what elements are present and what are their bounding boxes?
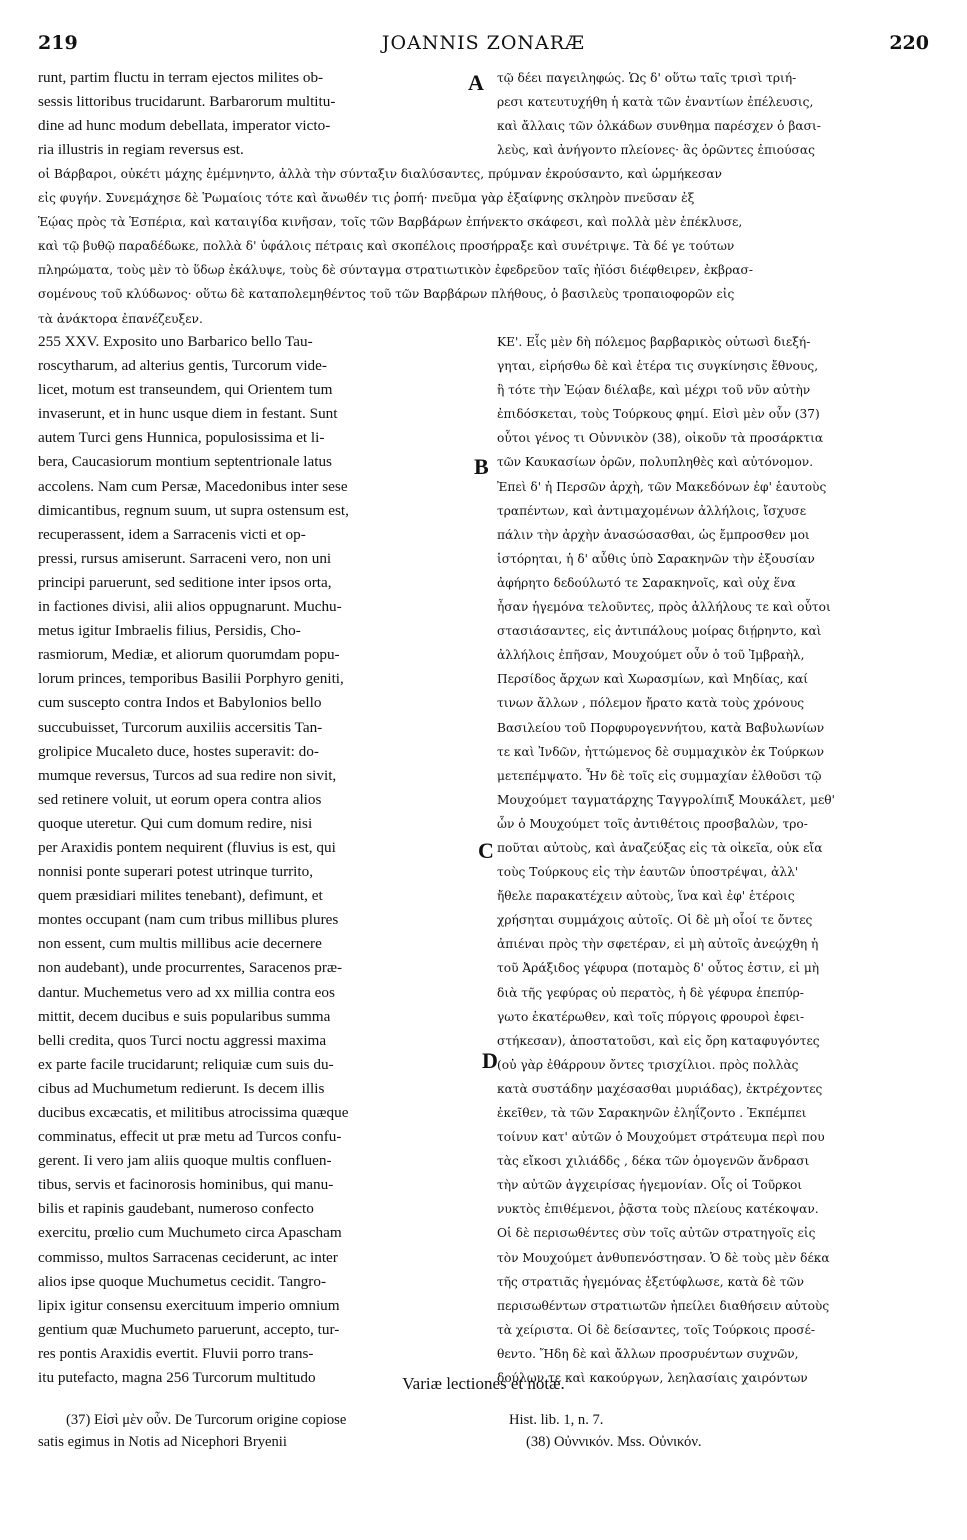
greek-text-line: τοὺς Τούρκους εἰς τὴν ἑαυτῶν ὑποστρέψαι, ἀλλ' — [497, 865, 799, 880]
latin-main-column — [38, 330, 466, 1390]
greek-text-line: ἀλλήλοις ἐπῆσαν, Μουχούμετ οὖν ὁ τοῦ Ἰμβραὴλ, — [497, 648, 805, 663]
latin-text-line: non essent, cum multis millibus acie decernere — [38, 935, 322, 953]
note-37-line-1: (37) Εἰσὶ μὲν οὖν. De Turcorum origine copiose — [66, 1412, 347, 1428]
margin-letter-c: C — [478, 838, 494, 863]
latin-text-line: non audebant), unde procurrentes, Saracenos præ- — [38, 959, 343, 977]
margin-letter-a: A — [468, 70, 484, 95]
latin-text-line: belli credita, quos Turci noctu aggressi maxima — [38, 1031, 327, 1049]
note-37-line-3: Hist. lib. 1, n. 7. — [509, 1412, 604, 1428]
greek-text-line: ἦσαν ἡγεμόνα τελοῦντες, πρὸς ἀλλήλους τε καὶ οὗτοι — [497, 600, 831, 615]
greek-text-line: τῆς στρατιᾶς ἡγεμόνας ἐξετύφλωσε, κατὰ δὲ τῶν — [497, 1274, 804, 1289]
latin-text-line: in factiones divisi, alii alios oppugnarunt. Muchu- — [38, 598, 342, 616]
greek-text-line: πληρώματα, τοὺς μὲν τὸ ὕδωρ ἐκάλυψε, τοὺς δὲ σύνταγμα στρατιωτικὸν ἐφεδρεῦον ταῖς ἠϊόσι διέφθειρεν, ἐκβρασ- — [38, 263, 753, 278]
latin-text-line: accolens. Nam cum Persæ, Macedonibus inter sese — [38, 477, 348, 495]
latin-text-line: per Araxidis pontem nequirent (fluvius is est, qui — [38, 838, 336, 856]
greek-text-line: Ἑῴας πρὸς τὰ Ἑσπέρια, καὶ καταιγίδα κινῆσαν, τοῖς τῶν Βαρβάρων ἐπήνεκτο σκάφεσι, καὶ πολλὰ μὲν ἐπέκλυσε, — [38, 215, 743, 230]
latin-top-column — [38, 66, 458, 162]
latin-text-line: dine ad hunc modum debellata, imperator victo- — [38, 117, 331, 135]
latin-text-line: autem Turci gens Hunnica, populosissima et li- — [38, 429, 325, 447]
greek-text-line: ποῦται αὐτοὺς, καὶ ἀναζεύξας εἰς τὰ οἰκεῖα, οὐκ εἴα — [497, 840, 823, 855]
greek-text-line: Ἐπεὶ δ' ἡ Περσῶν ἀρχὴ, τῶν Μακεδόνων ἐφ' ἑαυτοὺς — [497, 479, 827, 494]
running-title: JOANNIS ZONARÆ — [381, 32, 586, 54]
latin-text-line: 255 XXV. Exposito uno Barbarico bello Tau- — [38, 333, 313, 350]
greek-text-line: Μουχούμετ ταγματάρχης Ταγγρολίπιξ Μουκάλετ, μεθ' — [497, 792, 835, 807]
notes-heading: Variæ lectiones et notæ. — [402, 1374, 565, 1393]
latin-text-line: nonnisi ponte superari potest utrinque turrito, — [38, 863, 314, 881]
latin-text-line: alios ipse quoque Muchumetus cecidit. Tangro- — [38, 1272, 326, 1290]
margin-letter-d: D — [482, 1048, 498, 1073]
greek-text-line: ἤθελε παρακατέχειν αὐτοὺς, ἵνα καὶ ἐφ' ἑτέροις — [497, 889, 795, 904]
greek-text-line: οἱ Βάρβαροι, οὐκέτι μάχης ἐμέμνηντο, ἀλλὰ τὴν σύνταξιν διαλύσαντες, πρύμναν ἐκρούσαντο, καὶ ὡρμήκεσαν — [38, 167, 722, 181]
latin-text-line: tibus, servis et facinorosis hominibus, qui manu- — [38, 1176, 334, 1194]
latin-text-line: exercitu, prœlio cum Muchumeto circa Apascham — [38, 1224, 342, 1242]
note-38: (38) Οὐννικόν. Mss. Οὐνικόν. — [526, 1434, 702, 1450]
greek-text-line: τινων ἄλλων , πόλεμον ἤρατο κατὰ τοὺς χρόνους — [497, 696, 805, 711]
greek-text-line: γηται, εἰρήσθω δὲ καὶ ἑτέρα τις συγκίνησις ἔθνους, — [497, 359, 819, 374]
margin-letter-b: B — [474, 454, 489, 479]
greek-text-line: τὰς εἴκοσι χιλιάδδς , δέκα τῶν ὁμογενῶν ἄνδρασι — [497, 1154, 810, 1169]
latin-text-line: lorum princes, temporibus Basilii Porphyro geniti, — [38, 670, 344, 688]
latin-text-line: cum suscepto contra Indos et Babylonios bello — [38, 694, 322, 712]
greek-text-line: σομένους τοῦ κλύδωνος· οὕτω δὲ καταπολεμηθέντος τοῦ τῶν Βαρβάρων πλήθους, ὁ βασιλεὺς τροπαιοφορῶν εἰς — [38, 287, 735, 302]
greek-text-line: ρεσι κατευτυχήθη ἡ κατὰ τῶν ἐναντίων ἐπέλευσις, — [497, 95, 814, 110]
greek-text-line: ἀφήρητο δεδούλωτό τε Σαρακηνοῖς, καὶ οὐχ ἕνα — [497, 575, 796, 590]
greek-text-line: ἣ τότε τὴν Ἑῴαν διέλαβε, καὶ μέχρι τοῦ νῦν αὐτὴν — [497, 383, 811, 398]
latin-text-line: metus igitur Imbraelis filius, Persidis, Cho- — [38, 622, 301, 640]
greek-text-line: οὗτοι γένος τι Οὐννικὸν (38), οἰκοῦν τὰ προσάρκτια — [497, 431, 824, 446]
greek-text-line: στήκεσαν), ἀποστατοῦσι, καὶ εἰς ὄρη καταφυγόντες — [497, 1033, 820, 1048]
latin-text-line: grolipice Mucaleto duce, hostes superavit: do- — [38, 742, 319, 760]
greek-text-line: (οὐ γὰρ ἐθάρρουν ὄντες τρισχίλιοι. πρὸς πολλὰς — [497, 1057, 799, 1072]
latin-text-line: runt, partim fluctu in terram ejectos milites ob- — [38, 69, 324, 86]
greek-text-line: τραπέντων, καὶ ἀντιμαχομένων ἀλλήλοις, ἴσχυσε — [497, 503, 807, 518]
note-37-line-2: satis egimus in Notis ad Nicephori Bryenii — [38, 1434, 287, 1450]
greek-text-line: τὰ ἀνάκτορα ἐπανέζευξεν. — [38, 311, 203, 326]
latin-text-line: invaserunt, et in hunc usque diem in festant. Sunt — [38, 405, 338, 423]
page-number-left: 219 — [38, 32, 78, 54]
greek-text-line: τῷ δέει παγειληφώς. Ὡς δ' οὕτω ταῖς τρισὶ τριή- — [497, 71, 797, 85]
greek-text-line: πάλιν τὴν ἀρχὴν ἀνασώσασθαι, ὡς ἔμπροσθεν μοι — [497, 527, 810, 542]
greek-text-line: Οἱ δὲ περισωθέντες σὺν τοῖς αὐτῶν στρατηγοῖς εἰς — [497, 1226, 816, 1241]
greek-text-line: Βασιλείου τοῦ Πορφυρογεννήτου, κατὰ Βαβυλωνίων — [497, 720, 825, 735]
latin-text-line: rasmiorum, Mediæ, et aliorum quorumdam popu- — [38, 646, 340, 664]
latin-text-line: mittit, decem ducibus e suis popularibus summa — [38, 1007, 331, 1025]
latin-text-line: principi paruerunt, sed seditione inter ipsos orta, — [38, 573, 332, 591]
greek-full-width-paragraph — [38, 162, 931, 331]
latin-text-line: mumque reversus, Turcos ad sua redire non sivit, — [38, 766, 337, 784]
latin-text-line: gentium quæ Muchumeto paruerunt, accepto, tur- — [38, 1320, 340, 1338]
greek-text-line: ἱστόρηται, ἡ δ' αὖθις ὑπὸ Σαρακηνῶν τὴν ἐξουσίαν — [497, 551, 815, 566]
latin-text-line: sed retinere voluit, ut eorum opera contra alios — [38, 790, 322, 808]
latin-text-line: pressi, rursus amiserunt. Sarraceni vero, non uni — [38, 549, 332, 567]
latin-text-line: gerent. Ii vero jam aliis quoque multis confluen- — [38, 1152, 332, 1170]
latin-text-line: quem præsidiari milites tenebant), defimunt, et — [38, 887, 323, 905]
greek-text-line: μετεπέμψατο. Ἦν δὲ τοῖς εἰς συμμαχίαν ἐλθοῦσι τῷ — [497, 768, 822, 783]
latin-text-line: res pontis Araxidis evertit. Fluvii porro trans- — [38, 1344, 314, 1362]
latin-text-line: ria illustris in regiam reversus est. — [38, 141, 244, 159]
latin-text-line: itu putefacto, magna 256 Turcorum multitudo — [38, 1369, 316, 1387]
greek-text-line: τε καὶ Ἰνδῶν, ἡττώμενος δὲ συμμαχικὸν ἐκ Τούρκων — [497, 744, 825, 759]
latin-text-line: licet, motum est transeundem, qui Orientem tum — [38, 381, 333, 399]
greek-text-line: Περσίδος ἄρχων καὶ Χωρασμίων, καὶ Μηδίας, καί — [497, 672, 809, 687]
greek-text-line: εἰς φυγήν. Συνεμάχησε δὲ Ῥωμαίοις τότε καὶ ἄνωθέν τις ῥοπή· πνεῦμα γὰρ ἐξαίφνης σκληρὸν πνεῦσαν ἐξ — [38, 191, 695, 206]
page-header — [38, 32, 929, 58]
latin-text-line: montes occupant (nam cum tribus millibus plures — [38, 911, 339, 929]
latin-text-line: roscytharum, ad alterius gentis, Turcorum vide- — [38, 357, 327, 375]
greek-text-line: ἐπιδόσκεται, τοὺς Τούρκους φημί. Εἰσὶ μὲν οὖν (37) — [497, 407, 820, 422]
greek-text-line: τοίνυν κατ' αὐτῶν ὁ Μουχούμετ στράτευμα περὶ που — [497, 1130, 825, 1145]
latin-text-line: ex parte facile trucidarunt; reliquiæ cum suis du- — [38, 1055, 334, 1073]
latin-text-line: sessis littoribus trucidarunt. Barbarorum multitu- — [38, 93, 336, 111]
latin-text-line: dimicantibus, regnum suum, ut supra ostensum est, — [38, 501, 349, 519]
greek-text-line: ἐκεῖθεν, τὰ τῶν Σαρακηνῶν ἐληΐζοντο . Ἐκπέμπει — [497, 1106, 807, 1120]
greek-text-line: ὧν ὁ Μουχούμετ τοῖς ἀντιθέτοις προσβαλὼν, τρο- — [497, 816, 808, 831]
latin-text-line: commisso, multos Sarracenas ceciderunt, ac inter — [38, 1248, 338, 1266]
greek-text-line: ΚΕ'. Εἷς μὲν δὴ πόλεμος βαρβαρικὸς οὑτωσὶ διεξή- — [497, 335, 811, 349]
greek-text-line: τοῦ Ἀράξιδος γέφυρα (ποταμὸς δ' οὗτος ἐστιν, εἰ μὴ — [497, 961, 820, 976]
latin-text-line: comminatus, effecit ut præ metu ad Turcos confu- — [38, 1128, 342, 1146]
greek-text-line: περισωθέντων στρατιωτῶν ἠπείλει διαθήσειν αὐτοὺς — [497, 1298, 830, 1313]
latin-text-line: dantur. Muchemetus vero ad xx millia contra eos — [38, 983, 335, 1001]
greek-text-line: θεντο. Ἤδη δὲ καὶ ἄλλων προσρυέντων συχνῶν, — [497, 1346, 799, 1361]
latin-text-line: bera, Caucasiorum montium septentrionale latus — [38, 453, 332, 471]
greek-text-line: τὸν Μουχούμετ ἀνθυπενόστησαν. Ὁ δὲ τοὺς μὲν δέκα — [497, 1250, 830, 1265]
greek-text-line: καὶ ἄλλαις τῶν ὁλκάδων συνθημα παρέσχεν ὁ βασι- — [497, 119, 821, 134]
greek-text-line: τὴν αὐτῶν ἀγχειρίσας ἡγεμονίαν. Οἷς οἱ Τοῦρκοι — [497, 1178, 803, 1193]
latin-text-line: bilis et rapinis gaudebant, numeroso confecto — [38, 1200, 314, 1218]
greek-text-line: δούλων τε καὶ κακούργων, λεηλασίαις χαιρόντων — [497, 1371, 808, 1386]
latin-text-line: succubuisset, Turcorum auxiliis accersitis Tan- — [38, 718, 323, 736]
page-number-right: 220 — [889, 32, 929, 54]
greek-text-line: ἀπιέναι πρὸς τὴν σφετέραν, εἰ μὴ αὐτοῖς ἀνεῴχθη ἡ — [497, 937, 819, 952]
greek-text-line: χρήσηται συμμάχοις αὐτοῖς. Οἱ δὲ μὴ οἷοί τε ὄντες — [497, 913, 813, 928]
greek-text-line: τῶν Καυκασίων ὀρῶν, πολυπληθὲς καὶ αὐτόνομον. — [497, 455, 814, 470]
latin-text-line: cibus ad Muchumetum redierunt. Is decem illis — [38, 1079, 325, 1097]
greek-text-line: γωτο ἑκατέρωθεν, καὶ τοῖς πύργοις φρουροὶ ἐφει- — [497, 1009, 805, 1024]
greek-text-line: στασιάσαντες, εἰς ἀντιπάλους μοίρας διῄρηντο, καὶ — [497, 624, 822, 639]
greek-main-column — [497, 330, 931, 1390]
greek-text-line: κατὰ συστάδην μαχέσασθαι μυριάδας), ἐκτρέχοντες — [497, 1081, 823, 1096]
latin-text-line: recuperassent, idem a Sarracenis victi et op- — [38, 525, 306, 543]
greek-text-line: καὶ τῷ βυθῷ παραδέδωκε, πολλὰ δ' ὑφάλοις πέτραις καὶ σκοπέλοις προσήρραξε καὶ συνέτριψε. Τὰ δέ γε τούτων — [38, 239, 735, 254]
latin-text-line: lipix igitur consensu exercituum imperio omnium — [38, 1296, 340, 1314]
greek-text-line: νυκτὸς ἐπιθέμενοι, ῥᾷστα τοὺς πλείους κατέκοψαν. — [497, 1202, 819, 1217]
greek-top-column — [497, 66, 931, 162]
greek-text-line: διὰ τῆς γεφύρας οὐ περατὸς, ἡ δὲ γέφυρα ἑπεπύρ- — [497, 985, 804, 1000]
greek-text-line: λεὺς, καὶ ἀνήγοντο πλείονες· ἃς ὁρῶντες ἐπιούσας — [497, 143, 815, 158]
greek-text-line: τὰ χείριστα. Οἱ δὲ δείσαντες, τοῖς Τούρκοις προσέ- — [497, 1322, 816, 1337]
latin-text-line: quoque uteretur. Qui cum domum redire, nisi — [38, 814, 313, 832]
latin-text-line: ducibus excæcatis, et militibus atrocissima quæque — [38, 1104, 349, 1121]
